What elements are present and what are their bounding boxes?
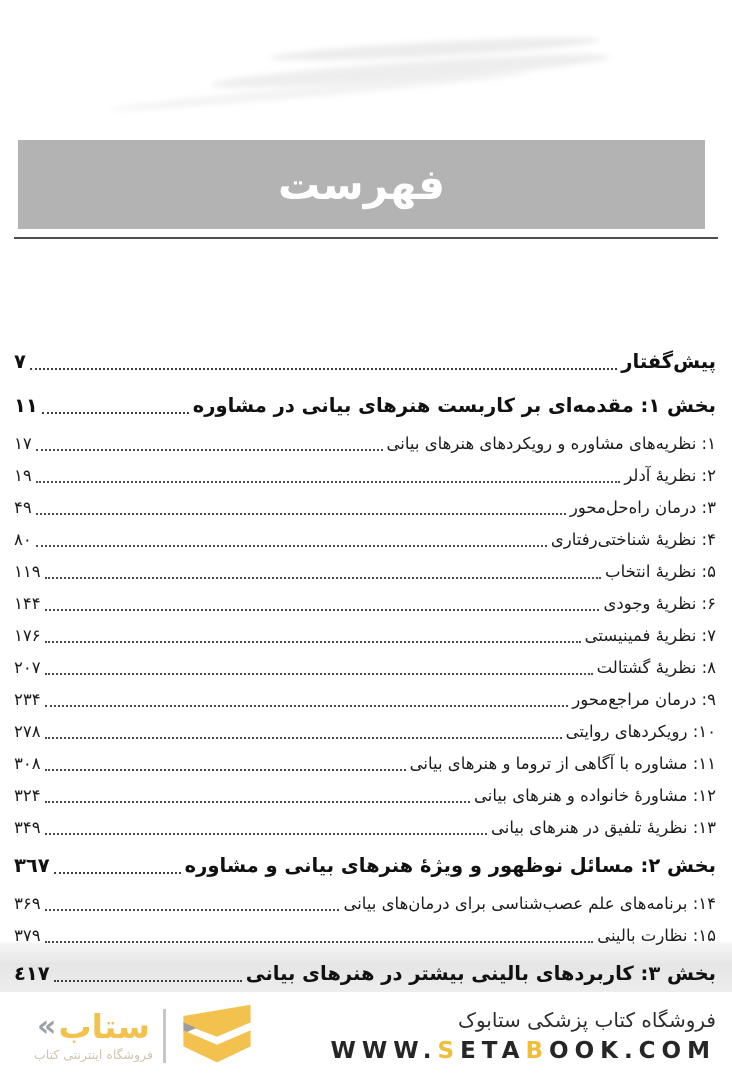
toc-entry-page: ۸۰ [14,530,32,549]
toc-row-preface [14,340,716,384]
toc-entry-title: ۱۰: رویکردهای روایتی [565,722,716,741]
toc-row-ch7 [14,620,716,652]
toc-entry-title: بخش ۲: مسائل نوظهور و ویژهٔ هنرهای بیانی و مشاوره [184,854,716,877]
dotted-leader [45,577,601,579]
toc-entry-title: ۲: نظریهٔ آدلر [624,466,716,485]
toc-entry-title: ۱۱: مشاوره با آگاهی از تروما و هنرهای بیانی [409,754,716,773]
toc-entry-title: ۶: نظریهٔ وجودی [603,594,716,613]
dotted-leader [45,673,593,675]
dotted-leader [45,769,406,771]
toc-row-ch6 [14,588,716,620]
publisher-footer [0,992,732,1080]
toc-row-ch12 [14,780,716,812]
toc-row-ch15 [14,920,716,952]
logo-tagline: فروشگاه اینترنتی کتاب [34,1047,153,1062]
dotted-leader [45,941,594,943]
toc-row-part1 [14,384,716,428]
logo-separator [163,1009,166,1063]
toc-entry-title: پیش‌گفتار [621,350,716,373]
dotted-leader [45,909,340,911]
store-website [331,1038,717,1064]
url-part-highlight: B [525,1038,550,1064]
toc-entry-title: ۷: نظریهٔ فمینیستی [584,626,716,645]
setabook-logo [34,1000,258,1072]
toc-entry-page: ۲۰۷ [14,658,41,677]
toc-row-ch11 [14,748,716,780]
toc-entry-title: ۵: نظریهٔ انتخاب [605,562,716,581]
logo-wordmark-text: ستاب [58,1007,150,1046]
toc-entry-title: ۱۴: برنامه‌های علم عصب‌شناسی برای درمان‌های بیانی [343,894,716,913]
url-part: OOK.COM [549,1038,716,1064]
toc-entry-page: ۴۹ [14,498,32,517]
url-part-highlight: S [437,1038,461,1064]
toc-row-ch1 [14,428,716,460]
dotted-leader [45,833,487,835]
toc-entry-page: ۳۲۴ [14,786,41,805]
toc-row-ch13 [14,812,716,844]
toc-entry-page: ۲۳۴ [14,690,41,709]
toc-entry-title: ۳: درمان راه‌حل‌محور [569,498,716,517]
dotted-leader [45,801,470,803]
chevron-emblem-icon [176,1000,258,1072]
toc-row-ch8 [14,652,716,684]
toc-entry-page: ٤١٧ [14,962,50,985]
toc-entry-page: ۱۷ [14,434,32,453]
logo-wordmark-block [34,1007,153,1062]
toc-entry-page: ۳۰۸ [14,754,41,773]
toc-entry-title: بخش ۳: کاربردهای بالینی بیشتر در هنرهای بیانی [245,962,716,985]
toc-entry-page: ۳۴۹ [14,818,41,837]
store-info [331,1008,717,1064]
dotted-leader [30,368,617,370]
toc-entry-title: ۱۳: نظریهٔ تلفیق در هنرهای بیانی [490,818,716,837]
dotted-leader [54,980,242,982]
toc-entry-page: ۲۷۸ [14,722,41,741]
toc-title-bar [18,140,705,229]
toc-entry-title: ۱: نظریه‌های مشاوره و رویکردهای هنرهای بیانی [386,434,716,453]
toc-row-ch9 [14,684,716,716]
toc-entry-page: ۱۱۹ [14,562,41,581]
dotted-leader [45,737,562,739]
toc-entry-title: ۱۲: مشاورهٔ خانواده و هنرهای بیانی [474,786,716,805]
toc-entry-page: ٣٦٧ [14,854,50,877]
toc-row-ch5 [14,556,716,588]
toc-entry-title: ۱۵: نظارت بالینی [597,926,716,945]
dotted-leader [45,641,581,643]
dotted-leader [42,412,189,414]
toc-row-ch14 [14,888,716,920]
dotted-leader [45,609,600,611]
toc-row-ch4 [14,524,716,556]
toc-entry-page: ۱۷۶ [14,626,41,645]
toc-row-ch2 [14,460,716,492]
logo-wordmark [37,1007,150,1046]
dotted-leader [36,545,547,547]
toc-entry-title: بخش ۱: مقدمه‌ای بر کاربست هنرهای بیانی در مشاوره [192,394,716,417]
toc-entry-page: ۳۷۹ [14,926,41,945]
toc-entry-title: ۹: درمان مراجع‌محور [572,690,716,709]
dotted-leader [36,481,621,483]
toc-row-ch10 [14,716,716,748]
guillemet-icon: « [37,1008,57,1044]
toc-row-part2 [14,844,716,888]
page-title: فهرست [277,159,446,209]
toc-entry-title: ۸: نظریهٔ گشتالت [596,658,716,677]
toc-entry-title: ۴: نظریهٔ شناختی‌رفتاری [550,530,716,549]
dotted-leader [36,449,383,451]
url-part: WWW. [330,1038,438,1064]
store-name: فروشگاه کتاب پزشکی ستابوک [458,1008,716,1032]
table-of-contents [14,340,716,996]
toc-entry-page: ۱۹ [14,466,32,485]
toc-entry-page: ۳۶۹ [14,894,41,913]
toc-entry-page: ۷ [14,350,26,373]
toc-entry-page: ۱۱ [14,394,38,417]
header-rule [14,237,718,239]
url-part: ETA [460,1038,526,1064]
dotted-leader [36,513,566,515]
toc-row-ch3 [14,492,716,524]
toc-entry-page: ۱۴۴ [14,594,41,613]
toc-row-part3 [14,952,716,996]
dotted-leader [45,705,569,707]
dotted-leader [54,872,181,874]
